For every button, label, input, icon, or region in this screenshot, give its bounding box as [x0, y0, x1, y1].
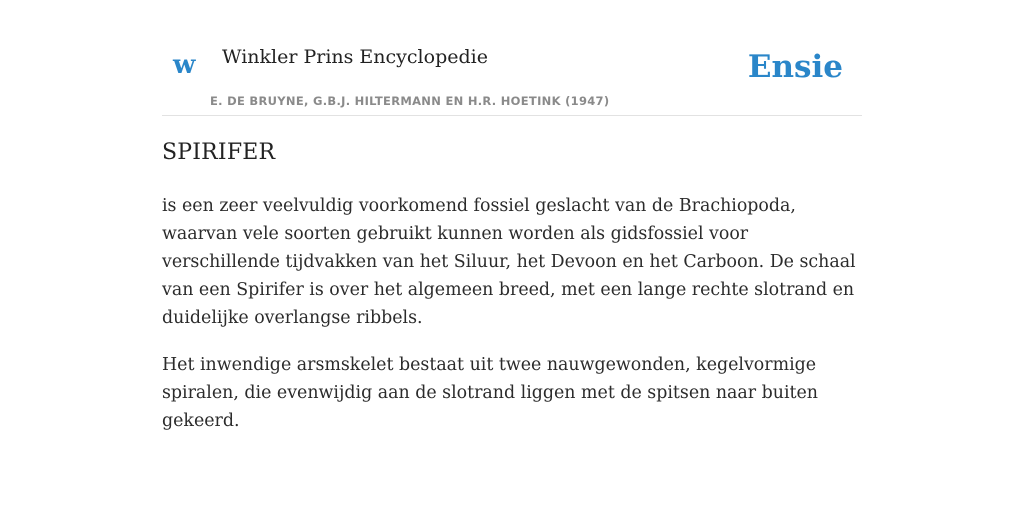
header	[162, 0, 862, 116]
publication-title[interactable]: Winkler Prins Encyclopedie	[222, 46, 488, 68]
article-paragraph: Het inwendige arsmskelet bestaat uit twee nauwgewonden, kegelvormige spiralen, die evenwijdig aan de slotrand liggen met de spitsen naar buiten gekeerd.	[162, 355, 818, 431]
publication-authors: E. DE BRUYNE, G.B.J. HILTERMANN EN H.R. HOETINK (1947)	[210, 94, 610, 108]
article-title: SPIRIFER	[162, 140, 276, 165]
encyclopedia-logo[interactable]: w	[173, 50, 196, 80]
article-paragraph: is een zeer veelvuldig voorkomend fossiel geslacht van de Brachiopoda, waarvan vele soorten gebruikt kunnen worden als gidsfossiel voor verschillende tijdvakken van het Siluur, het Devoon en het Carboon. De schaal van een Spirifer is over het algemeen breed, met een lange rechte slotrand en duidelijke overlangse ribbels.	[162, 196, 856, 328]
article-body	[162, 192, 862, 454]
ensie-logo[interactable]: Ensie	[747, 49, 843, 85]
content-container	[162, 0, 862, 431]
